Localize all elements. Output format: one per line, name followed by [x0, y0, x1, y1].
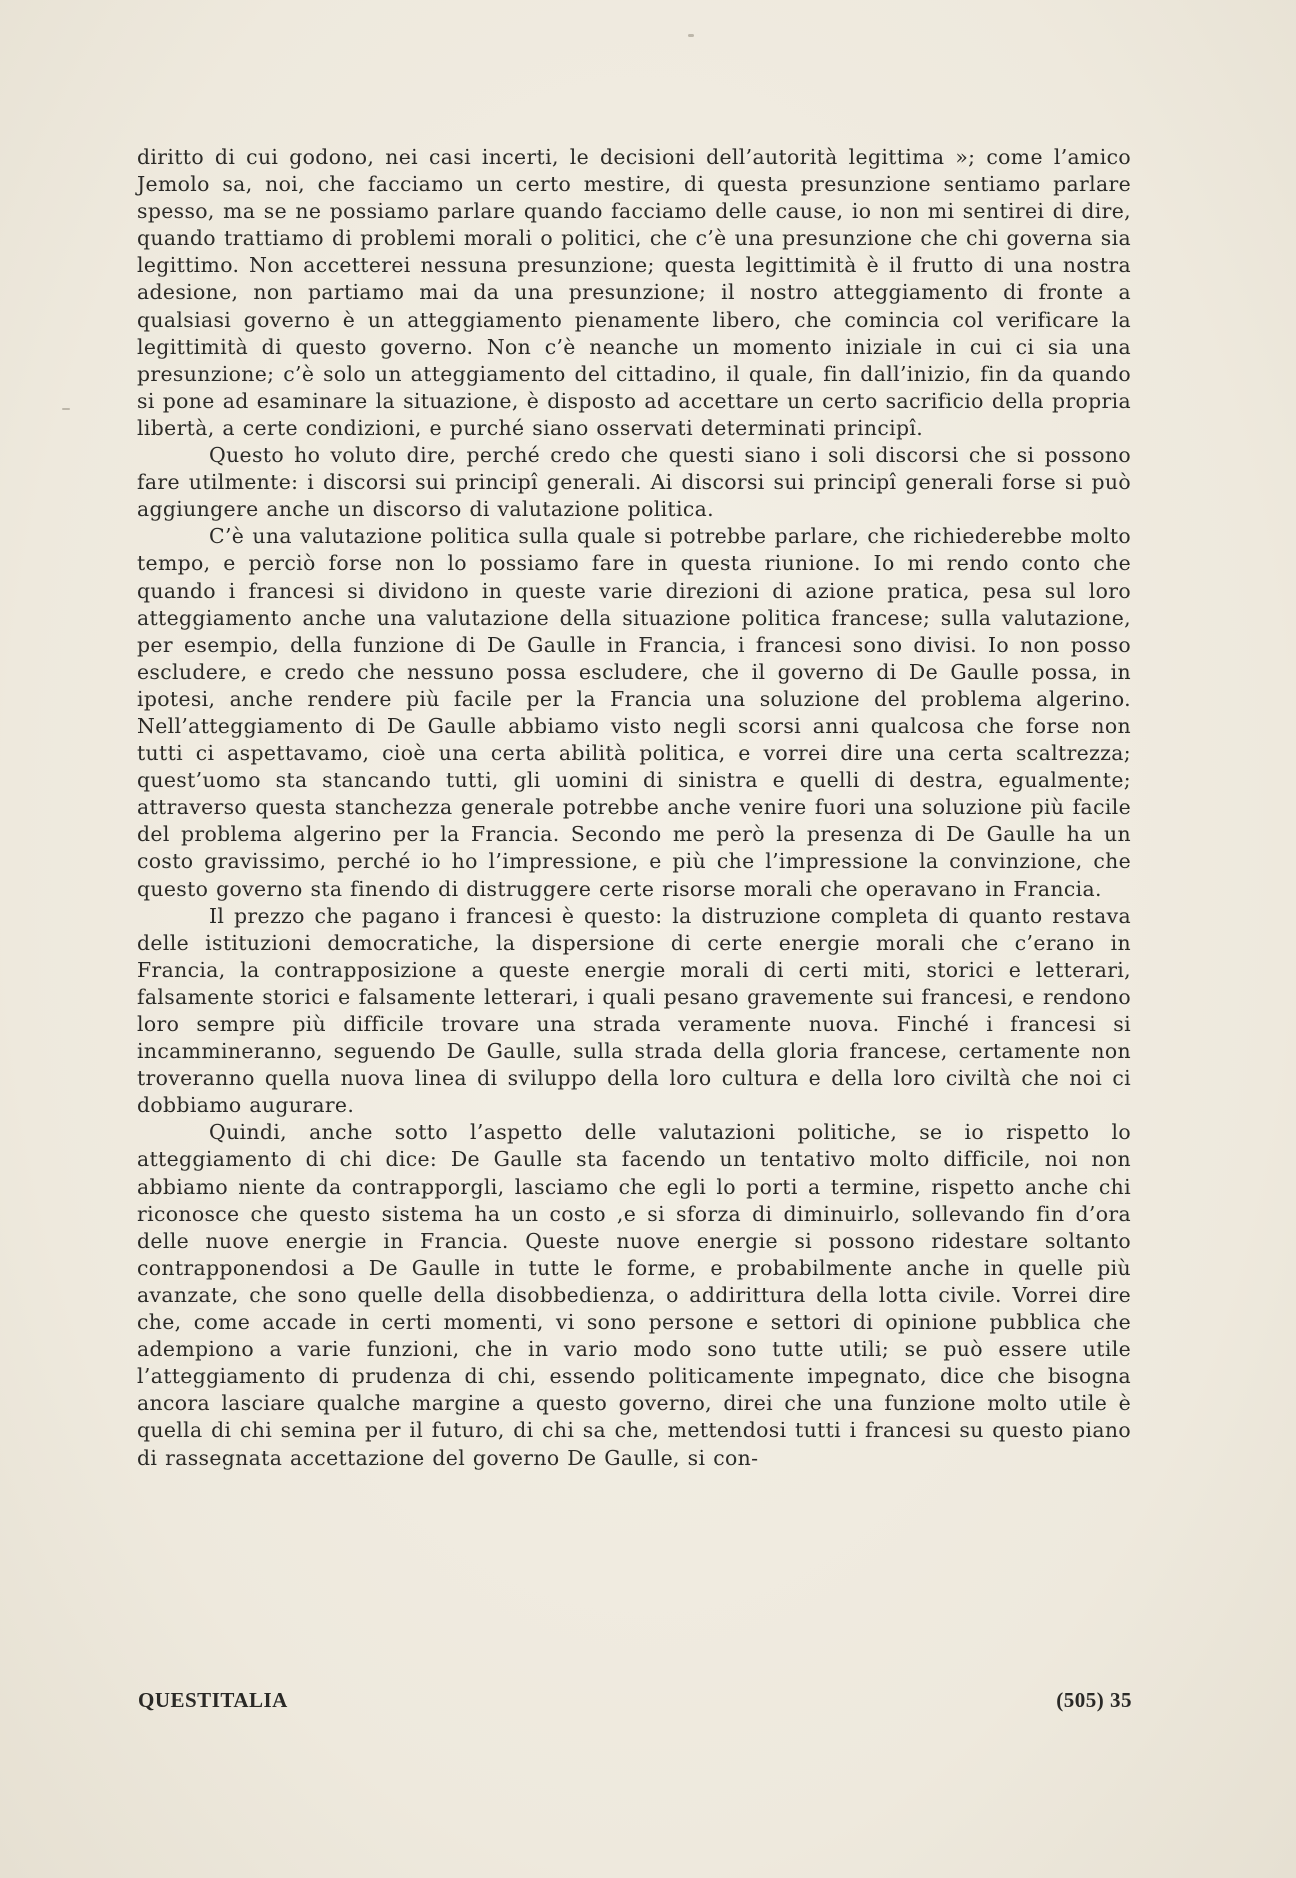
scan-speck — [62, 408, 70, 410]
paragraph: Questo ho voluto dire, perché credo che questi siano i soli discorsi che si possono fare utilmente: i discorsi sui principî generali. Ai discorsi sui principî generali forse si può aggiungere anche un discorso di valutazione politica. — [137, 443, 1131, 522]
paragraph: Quindi, anche sotto l’aspetto delle valutazioni politiche, se io rispetto lo atteggiamento di chi dice: De Gaulle sta facendo un tentativo molto difficile, noi non abbiamo niente da contrapporgli, lasciamo che egli lo porti a termine, rispetto anche chi riconosce che questo sistema ha un costo ,e si sforza di diminuirlo, sollevando fin d’ora delle nuove energie in Francia. Queste nuove energie si possono ridestare soltanto contrapponendosi a De Gaulle in tutte le forme, e probabilmente anche in quelle più avanzate, che sono quelle della disobbedienza, o addirittura della lotta civile. Vorrei dire che, come accade in certi momenti, vi sono persone e settori di opinione pubblica che adempiono a varie funzioni, che in vario modo sono tutte utili; se può essere utile l’atteggiamento di prudenza di chi, essendo politicamente impegnato, dice che bisogna ancora lasciare qualche margine a questo governo, direi che una funzione molto utile è quella di chi semina per il futuro, di chi sa che, mettendosi tutti i francesi su questo piano di rassegnata accettazione del governo De Gaulle, si con- — [137, 1120, 1131, 1470]
paragraph: C’è una valutazione politica sulla quale si potrebbe parlare, che richiederebbe molto tempo, e perciò forse non lo possiamo fare in questa riunione. Io mi rendo conto che quando i francesi si dividono in queste varie direzioni di azione pratica, pesa sul loro atteggiamento anche una valutazione della situazione politica francese; sulla valutazione, per esempio, della funzione di De Gaulle in Francia, i francesi sono divisi. Io non posso escludere, e credo che nessuno possa escludere, che il governo di De Gaulle possa, in ipotesi, anche rendere più facile per la Francia una soluzione del problema algerino. Nell’atteggiamento di De Gaulle abbiamo visto negli scorsi anni qualcosa che forse non tutti ci aspettavamo, cioè una certa abilità politica, e vorrei dire una certa scaltrezza; quest’uomo sta stancando tutti, gli uomini di sinistra e quelli di destra, egualmente; attraverso questa stanchezza generale potrebbe anche venire fuori una soluzione più facile del problema algerino per la Francia. Secondo me però la presenza di De Gaulle ha un costo gravissimo, perché io ho l’impressione, e più che l’impressione la convinzione, che questo governo sta finendo di distruggere certe risorse morali che operavano in Francia. — [137, 524, 1131, 901]
journal-title: QUESTITALIA — [138, 1688, 288, 1712]
paragraph: Il prezzo che pagano i francesi è questo: la distruzione completa di quanto restava delle istituzioni democratiche, la dispersione di certe energie morali che c’erano in Francia, la contrapposizione a queste energie morali di certi miti, storici e letterari, falsamente storici e falsamente letterari, i quali pesano gravemente sui francesi, e rendono loro sempre più difficile trovare una strada veramente nuova. Finché i francesi si incammineranno, seguendo De Gaulle, sulla strada della gloria francese, certamente non troveranno quella nuova linea di sviluppo della loro cultura e della loro civiltà che noi ci dobbiamo augurare. — [137, 903, 1131, 1118]
scan-speck — [688, 34, 694, 37]
paragraph: diritto di cui godono, nei casi incerti, le decisioni dell’autorità legittima »; come l’amico Jemolo sa, noi, che facciamo un certo mestire, di questa presunzione sentiamo parlare spesso, ma se ne possiamo parlare quando facciamo delle cause, io non mi sentirei di dire, quando trattiamo di problemi morali o politici, che c’è una presunzione che chi governa sia legittimo. Non accetterei nessuna presunzione; questa legittimità è il frutto di una nostra adesione, non partiamo mai da una presunzione; il nostro atteggiamento di fronte a qualsiasi governo è un atteggiamento pienamente libero, che comincia col verificare la legittimità di questo governo. Non c’è neanche un momento iniziale in cui ci sia una presunzione; c’è solo un atteggiamento del cittadino, il quale, fin dall’inizio, fin da quando si pone ad esaminare la situazione, è disposto ad accettare un certo sacrificio della propria libertà, a certe condizioni, e purché siano osservati determinati principî. — [137, 145, 1131, 440]
body-text — [137, 144, 1131, 1472]
page-number: (505) 35 — [1056, 1688, 1132, 1712]
